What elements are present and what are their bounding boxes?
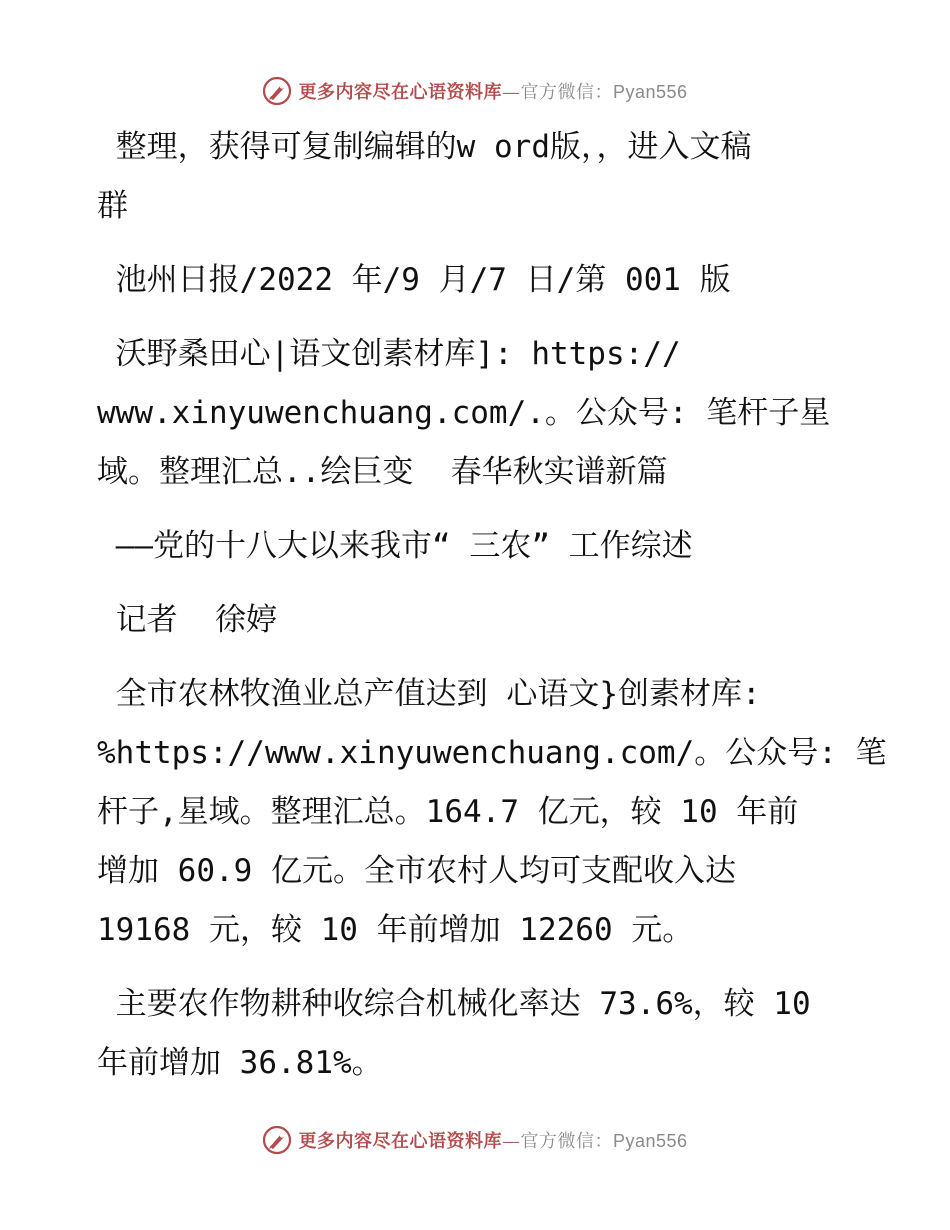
- banner-text: [298, 78, 687, 104]
- text-line: ——党的十八大以来我市“ 三农” 工作综述: [97, 528, 693, 564]
- banner-text: [298, 1127, 687, 1153]
- paragraph: [97, 325, 857, 502]
- text-line: 整理，获得可复制编辑的w ord版，，进入文稿: [97, 129, 752, 165]
- text-line: 记者 徐婷: [97, 602, 277, 638]
- paragraph: [97, 665, 887, 960]
- text-line: www.xinyuwenchuang.com/.。公众号: 笔杆子星: [97, 395, 831, 431]
- text-line: 域。整理汇总..绘巨变 春华秋实谱新篇: [97, 454, 668, 490]
- paragraph: [97, 975, 857, 1093]
- banner-wechat-text: 官方微信：Pyan556: [520, 82, 688, 102]
- banner-main-text: 更多内容尽在心语资料库: [298, 1131, 502, 1152]
- text-line: 主要农作物耕种收综合机械化率达 73.6%，较 10: [97, 986, 811, 1022]
- paragraph: [97, 118, 857, 236]
- paragraph: [97, 251, 857, 310]
- pen-nib-logo-icon: [262, 76, 292, 106]
- paragraph: [97, 517, 857, 576]
- text-line: 沃野桑田心|语文创素材库]: https://: [97, 336, 681, 372]
- text-line: 杆子,星域。整理汇总。164.7 亿元，较 10 年前: [97, 794, 799, 830]
- header-banner: [0, 71, 950, 111]
- pen-nib-logo-icon: [262, 1125, 292, 1155]
- banner-main-text: 更多内容尽在心语资料库: [298, 82, 502, 103]
- text-line: 19168 元，较 10 年前增加 12260 元。: [97, 912, 694, 948]
- text-line: %https://www.xinyuwenchuang.com/。公众号: 笔: [97, 735, 887, 771]
- text-line: 池州日报/2022 年/9 月/7 日/第 001 版: [97, 262, 731, 298]
- paragraph: [97, 591, 857, 650]
- text-line: 全市农林牧渔业总产值达到 心语文}创素材库:: [97, 676, 761, 712]
- text-line: 群: [97, 188, 128, 224]
- text-line: 年前增加 36.81%。: [97, 1045, 383, 1081]
- footer-banner: [0, 1120, 950, 1160]
- banner-dash: —: [501, 82, 521, 103]
- banner-dash: —: [501, 1131, 521, 1152]
- banner-wechat-text: 官方微信：Pyan556: [520, 1131, 688, 1151]
- text-line: 增加 60.9 亿元。全市农村人均可支配收入达: [97, 853, 736, 889]
- document-body: [97, 118, 887, 1108]
